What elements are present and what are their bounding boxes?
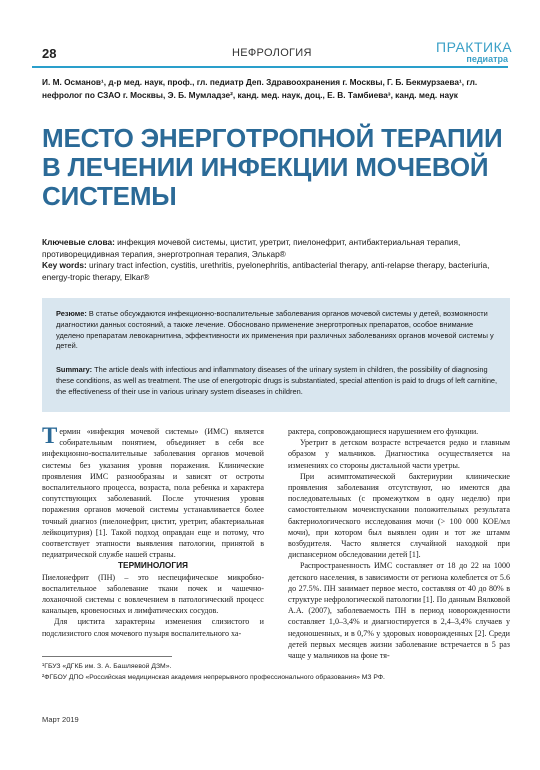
keywords-ru xyxy=(42,237,510,260)
journal-logo-main: ПРАКТИКА xyxy=(436,39,513,55)
abstract-ru xyxy=(56,309,501,352)
body-column-right xyxy=(288,426,510,661)
body-paragraph: рактера, сопровождающиеся нарушением его функции. xyxy=(288,427,479,436)
abstract-ru-text: В статье обсуждаются инфекционно-воспалительные заболевания органов мочевой системы у детей, возможности диагностики данных состояний, а также лечение. Обосновано применение энерготропных препаратов, особое внимание уделено препаратам левокарнитина, эффективности их применения при различных заболеваниях органов мочевой системы у детей. xyxy=(56,309,494,351)
abstract-en-text: The article deals with infectious and inflammatory diseases of the urinary system in children, the possibility of diagnosing these conditions, as well as treatment. The use of energotropic drugs is substantiated, special attention is paid to drugs of left carnitine, the effectiveness of their use in various urinary system diseases in children. xyxy=(56,365,498,396)
keywords-en-label: Key words: xyxy=(42,260,87,271)
body-paragraph: Для цистита характерны изменения слизистого и подслизистого слоя мочевого пузыря воспалительного ха- xyxy=(42,617,264,638)
abstract-en-label: Summary: xyxy=(56,365,93,374)
page-number: 28 xyxy=(42,46,57,61)
footnote-1: ¹ГБУЗ «ДГКБ им. З. А. Башляевой ДЗМ». xyxy=(42,663,172,670)
body-paragraph: Пиелонефрит (ПН) – это неспецифическое микробно-воспалительное заболевание ткани почек и чашечно-лоханочной системы с вовлечением в патологический процесс канальцев, кровеносных и лимфатических сосудов. xyxy=(42,572,264,616)
abstract-box xyxy=(42,298,510,412)
keywords-en-text: urinary tract infection, cystitis, urethritis, pyelonephritis, antibacterial therapy, anti-relapse therapy, bacteriuria, energy-tropic therapy, Elkar® xyxy=(42,260,490,283)
abstract-en xyxy=(56,365,501,397)
body-column-left xyxy=(42,423,264,639)
journal-logo-sub: педиатра xyxy=(466,54,508,64)
keywords-block xyxy=(42,237,510,284)
keywords-ru-label: Ключевые слова: xyxy=(42,237,115,247)
keywords-ru-text: инфекция мочевой системы, цистит, уретрит, пиелонефрит, антибактериальная терапия, противорецидивная терапия, энерготропная терапия, Элькар® xyxy=(42,237,461,259)
body-paragraph: Распространенность ИМС составляет от 18 до 22 на 1000 детского населения, в зависимости от региона колеблется от 5.6 до 27.5%. ПН занимает первое место, составляя от 40 до 80% в структуре нефрологической патологии [1]. По данным Вялковой А.А. (2007), заболеваемость ПН в период новорожденности составляет 1,0–3,4% и диагностируется в 2,4–3,4% случаев у недоношенных, и в 0,7% у здоровых новорожденных [2]. Среди детей первых месяцев жизни заболевание встречается в 5 раз чаще у мальчиков на фоне тя- xyxy=(288,561,510,661)
body-paragraph: При асимптоматической бактериурии клинические проявления заболевания отсутствуют, но имеются два последовательных (с промежутком в одну неделю) при самостоятельном мочеиспускании положительных результата бактериологического исследования мочи (> 100 000 КОЕ/мл мочи), при котором был выявлен один и тот же штамм возбудителя. Часто является случайной находкой при диспансерном обследовании детей [1]. xyxy=(288,471,510,560)
header-divider xyxy=(32,66,508,68)
keywords-en xyxy=(42,260,510,283)
journal-logo xyxy=(436,39,513,64)
body-text: ермин «инфекция мочевой системы» (ИМС) является собирательным понятием, объединяет в себя все инфекционно-воспалительные заболевания органов мочевой системы без указания уровня поражения. Клинические проявления ИМС разнообразны и зависят от остроты воспалительного процесса, возраста, пола ребенка и характера сопутствующих заболеваний. После уточнения уровня поражения органов мочевой системы устанавливается более точный диагноз (пиелонефрит, цистит, уретрит, абактериальная лейкоцитурия) [1]. Такой подход оправдан еще и потому, что соответствует этапности выявления патологии, принятой в педиатрической службе нашей страны. xyxy=(42,427,264,560)
section-title: НЕФРОЛОГИЯ xyxy=(232,47,312,59)
author-list: И. М. Османов¹, д-р мед. наук, проф., гл. педиатр Деп. Здравоохранения г. Москвы, Г. Б. Бекмурзаева¹, гл. нефролог по СЗАО г. Москвы, Э. Б. Мумладзе², канд. мед. наук, доц., Е. В. Тамбиева³, канд. мед. наук xyxy=(42,77,478,100)
article-title: МЕСТО ЭНЕРГОТРОПНОЙ ТЕРАПИИ В ЛЕЧЕНИИ ИНФЕКЦИИ МОЧЕВОЙ СИСТЕМЫ xyxy=(42,123,503,211)
body-paragraph xyxy=(42,423,264,560)
drop-cap: Т xyxy=(42,423,58,448)
section-heading-terminology: ТЕРМИНОЛОГИЯ xyxy=(117,560,189,571)
body-paragraph: Уретрит в детском возрасте встречается редко и главным образом у мальчиков. Диагностика осуществляется на изменениях со стороны дистальной части уретры. xyxy=(288,438,510,470)
footnote-2: ²ФГБОУ ДПО «Российская медицинская академия непрерывного профессионального образования» МЗ РФ. xyxy=(42,674,385,681)
issue-date: Март 2019 xyxy=(42,715,79,724)
footnote-divider xyxy=(42,656,172,657)
abstract-ru-label: Резюме: xyxy=(56,309,87,318)
